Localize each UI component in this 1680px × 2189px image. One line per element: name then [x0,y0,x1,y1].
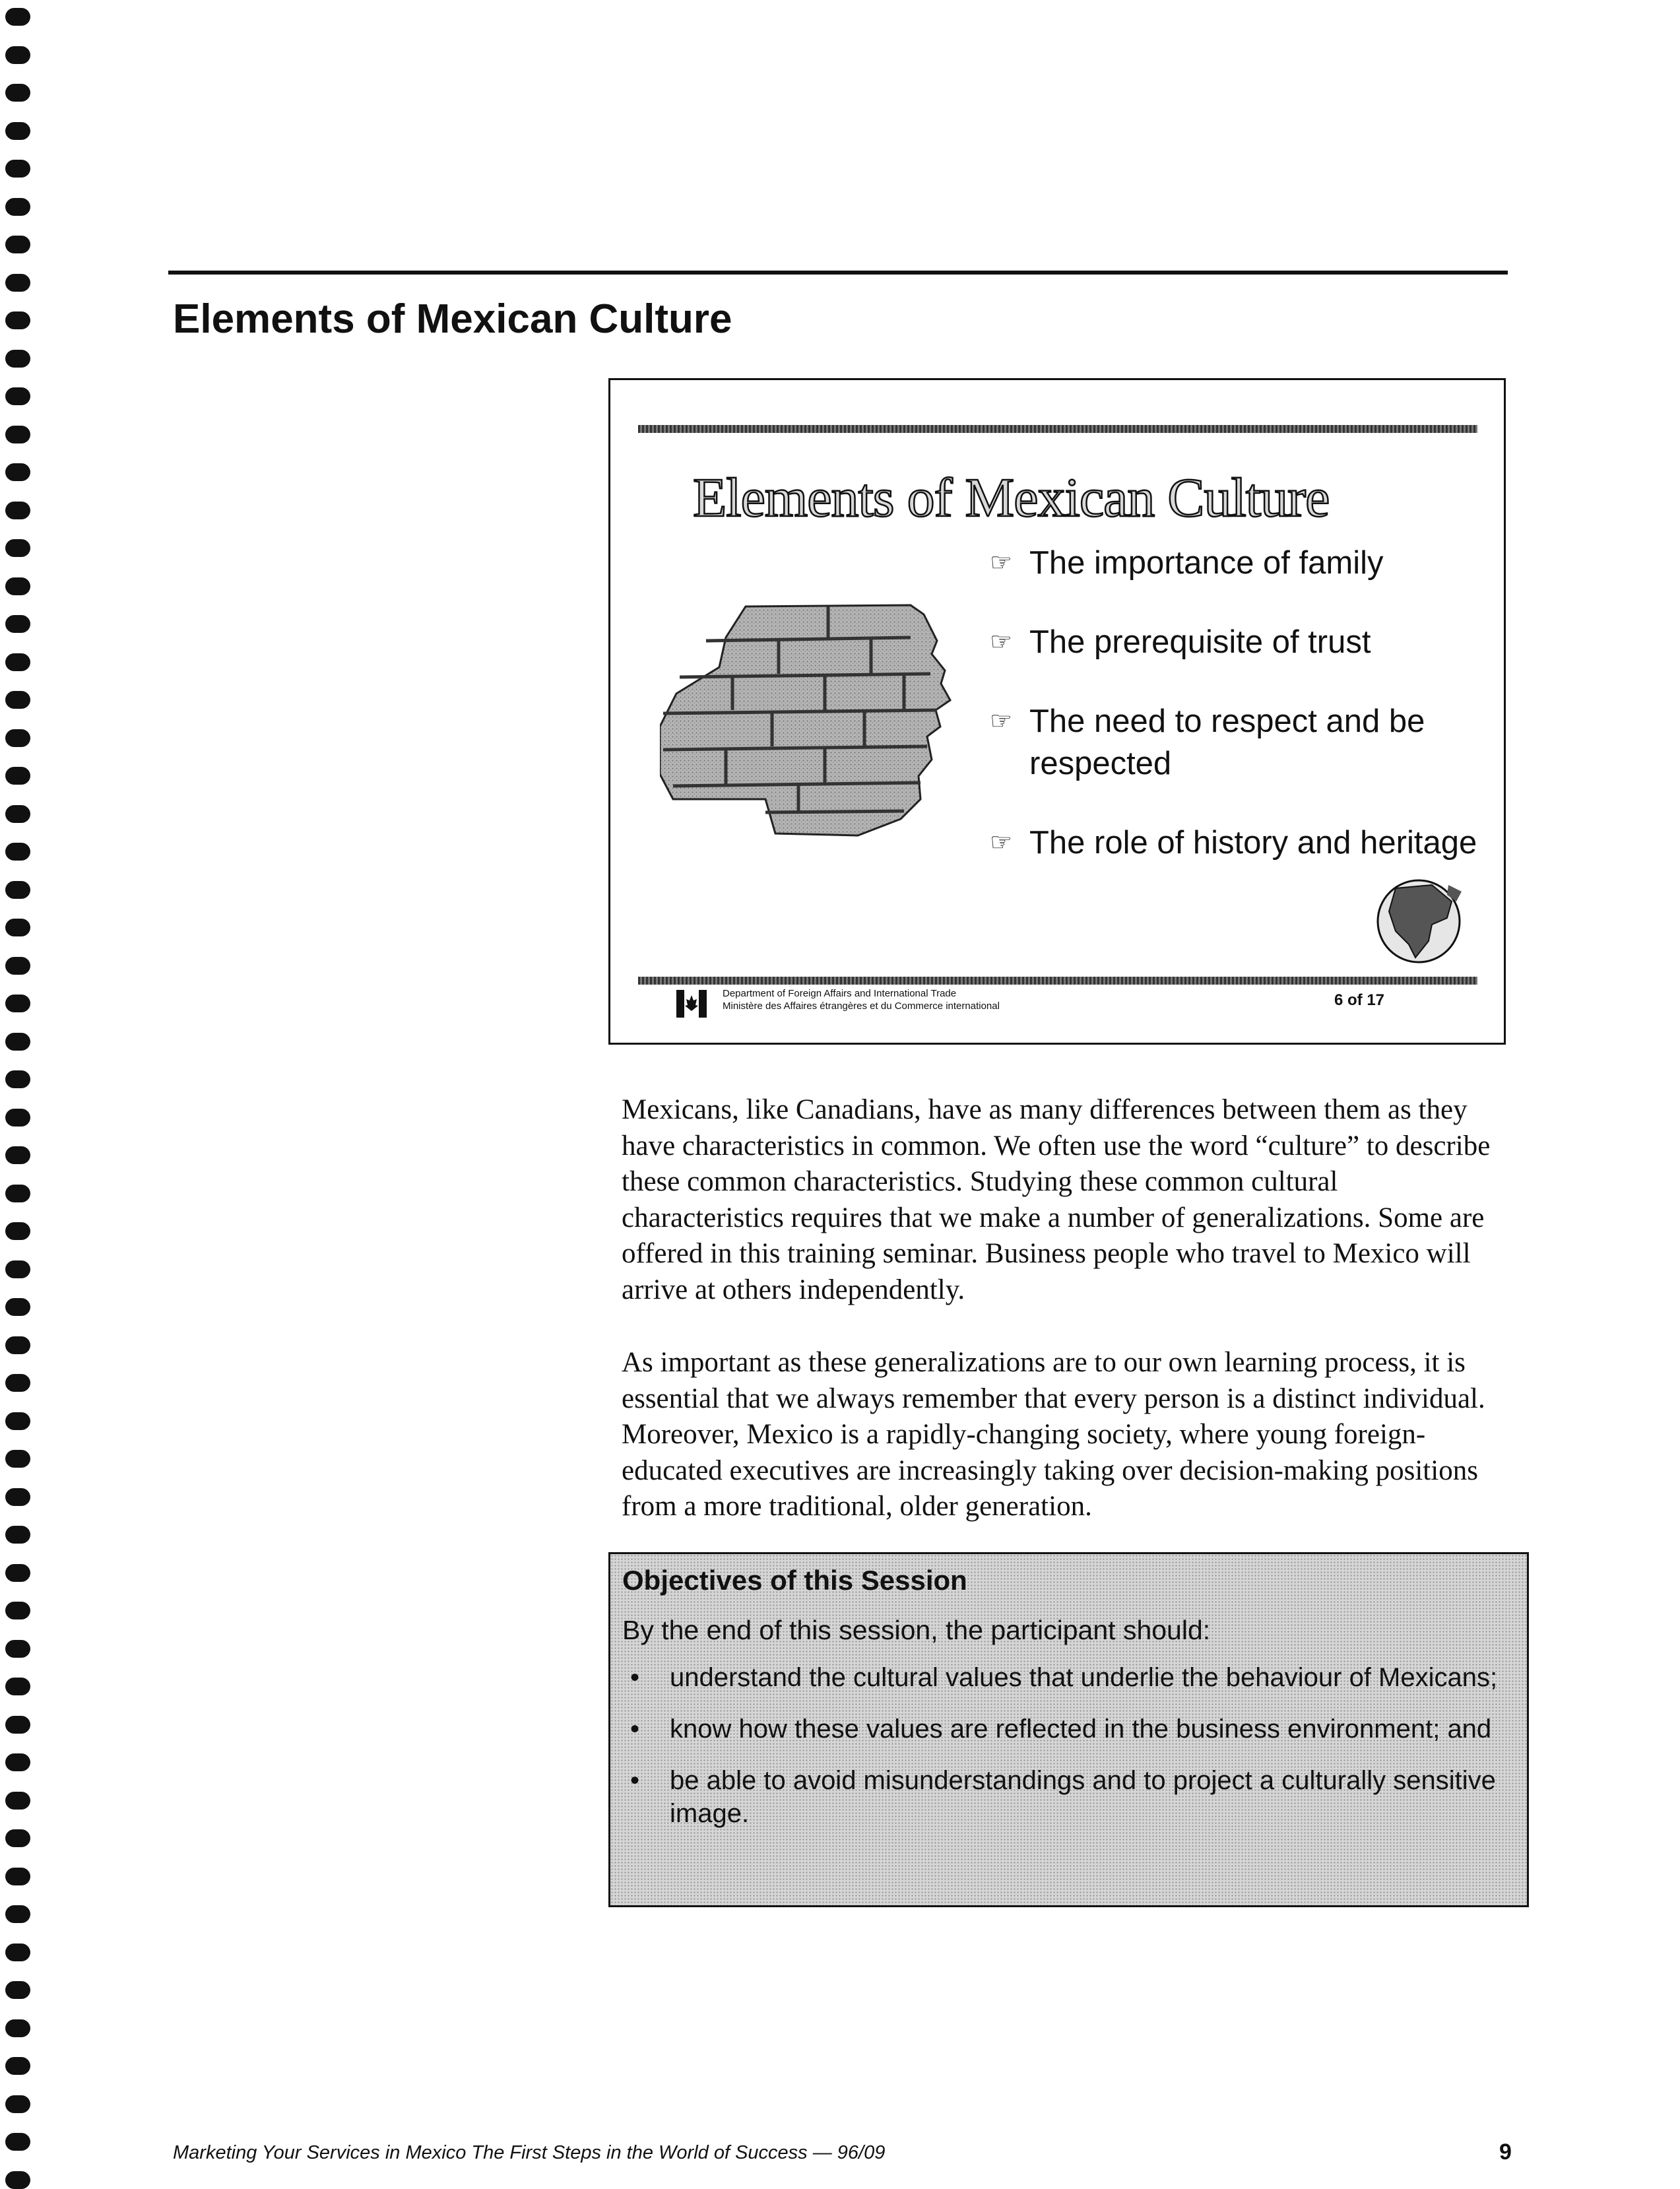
binding-hole [5,1829,30,1847]
binding-hole [5,2057,30,2075]
slide-top-bar [638,425,1477,433]
binding-hole [5,160,30,178]
bullet-dot: • [630,1766,640,1795]
binding-hole [5,2133,30,2151]
binding-hole [5,919,30,936]
binding-hole [5,1412,30,1430]
binding-hole [5,881,30,899]
binding-hole [5,8,30,26]
binding-hole [5,84,30,102]
binding-hole [5,1033,30,1051]
binding-hole [5,577,30,595]
page-footer: Marketing Your Services in Mexico The First Steps in the World of Success — 96/09 [173,2142,886,2163]
binding-hole [5,957,30,975]
binding-hole [5,729,30,747]
binding-hole [5,198,30,216]
binding-hole [5,2019,30,2037]
binding-hole [5,843,30,861]
binding-hole [5,274,30,292]
binding-hole [5,1678,30,1695]
canada-flag-icon [676,989,707,1019]
objectives-title: Objectives of this Session [622,1565,967,1596]
department-name: Department of Foreign Affairs and International Trade Ministère des Affaires étrangères et du Commerce international [723,988,1000,1012]
body-paragraph: Mexicans, like Canadians, have as many differences between them as they have characteristics in common. We often use the word “culture” to describe these common characteristics. Studying these common cultural characteristics requires that we make a number of generalizations. Some are offered in this training seminar. Business people who travel to Mexico will arrive at others independently. [622,1094,1491,1305]
binding-hole [5,1374,30,1392]
binding-hole [5,1185,30,1202]
binding-hole [5,46,30,64]
binding-hole [5,1488,30,1506]
binding-hole [5,1716,30,1734]
binding-hole [5,1868,30,1885]
binding-hole [5,236,30,253]
page-title: Elements of Mexican Culture [173,296,732,342]
binding-hole [5,615,30,633]
binding-hole [5,767,30,785]
binding-hole [5,1260,30,1278]
binding-hole [5,1450,30,1468]
slide-bullet: ☞ The need to respect and be respected [990,700,1478,785]
binding-hole [5,1640,30,1658]
hand-pointing-icon: ☞ [990,829,1013,857]
slide-number: 6 of 17 [1334,991,1385,1009]
header-rule [168,271,1508,275]
objective-item: • be able to avoid misunderstandings and to project a culturally sensitive image. [622,1764,1513,1830]
binding-hole [5,1222,30,1240]
binding-hole [5,653,30,671]
binding-hole [5,691,30,709]
objective-item: • know how these values are reflected in the business environment; and [622,1713,1513,1746]
binding-hole [5,1526,30,1544]
binding-hole [5,426,30,443]
binding-hole [5,463,30,481]
binding-hole [5,1792,30,1810]
slide-bullet-list [990,542,1478,901]
binding-hole [5,350,30,368]
slide-bullet: ☞ The prerequisite of trust [990,621,1478,663]
objective-item: • understand the cultural values that underlie the behaviour of Mexicans; [622,1661,1513,1694]
binding-hole [5,2171,30,2189]
binding-hole [5,1298,30,1316]
binding-hole [5,1602,30,1619]
binding-hole [5,502,30,519]
slide-bullet: ☞ The role of history and heritage [990,822,1478,864]
binding-hole [5,1336,30,1354]
binding-hole [5,995,30,1012]
binding-hole [5,311,30,329]
slide-bullet: ☞ The importance of family [990,542,1478,584]
binding-hole [5,1753,30,1771]
objectives-intro: By the end of this session, the participant should: [622,1615,1211,1645]
binding-hole [5,1146,30,1164]
hand-pointing-icon: ☞ [990,707,1013,735]
binding-hole [5,122,30,140]
slide-title: Elements of Mexican Culture [693,467,1330,529]
bullet-dot: • [630,1663,640,1692]
hand-pointing-icon: ☞ [990,549,1013,577]
objectives-list [622,1661,1513,1848]
slide-image [608,378,1506,1045]
hand-pointing-icon: ☞ [990,628,1013,656]
binding-hole [5,2095,30,2113]
body-paragraph: As important as these generalizations are to our own learning process, it is essential that we always remember that every person is a distinct individual. Moreover, Mexico is a rapidly-changing society, where young foreign-educated executives are increasingly taking over decision-making positions from a more traditional, older generation. [622,1347,1485,1522]
bullet-dot: • [630,1715,640,1744]
binding-hole [5,539,30,557]
binding-hole [5,805,30,823]
slide-bottom-bar [638,977,1477,985]
binding-hole [5,1564,30,1582]
brick-wall-head-illustration [660,601,977,842]
binding-hole [5,1905,30,1923]
slide-footer [676,987,1468,1027]
binding-hole [5,1944,30,1961]
objectives-box [608,1552,1529,1907]
binding-hole [5,1981,30,1999]
binding-hole [5,1109,30,1127]
page-number: 9 [1499,2140,1512,2165]
binding-hole [5,387,30,405]
spiral-binding [0,0,40,2186]
globe-icon [1369,865,1468,971]
binding-hole [5,1070,30,1088]
